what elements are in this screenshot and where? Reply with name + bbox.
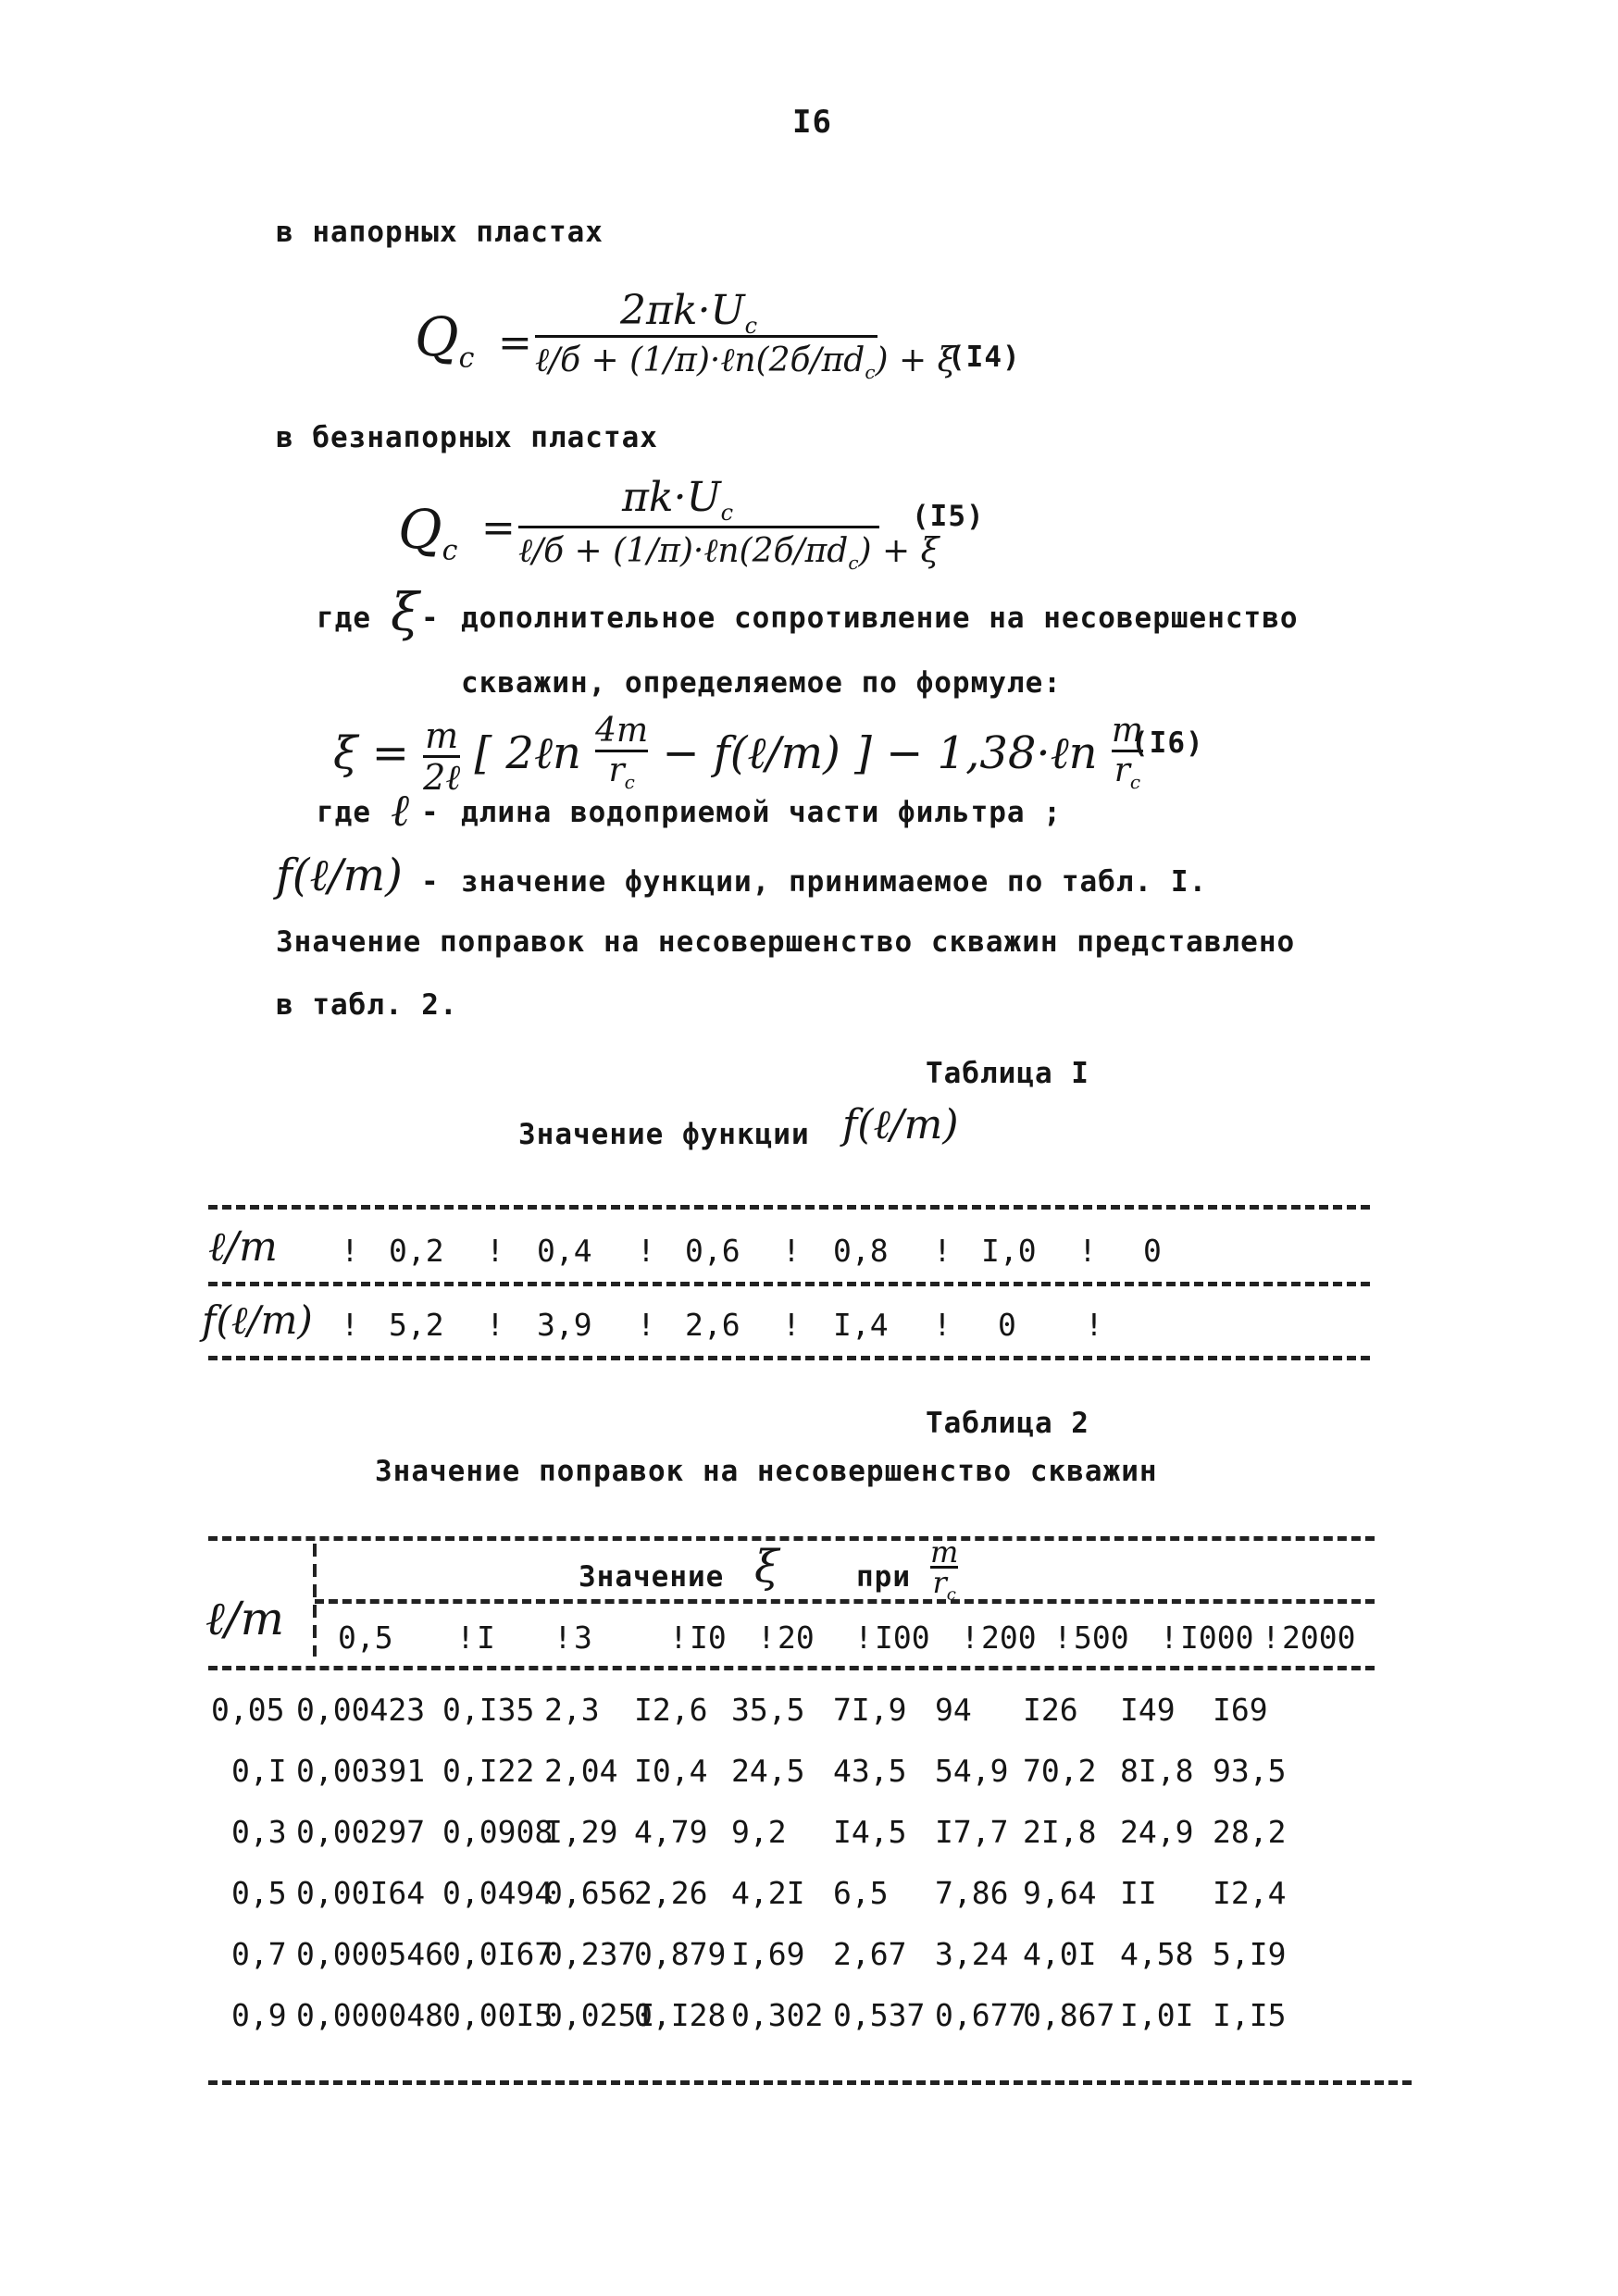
table-2-cell: 0,00423	[296, 1692, 426, 1728]
table-separator: !	[669, 1620, 688, 1656]
table-1-cell: 3,9	[537, 1307, 592, 1343]
formula-15-lhs: $Q_c$	[398, 498, 458, 567]
table-separator: !	[1160, 1620, 1178, 1656]
where-text-1-line2: скважин, определяемое по формуле:	[461, 666, 1062, 700]
table-1-cell: I,0	[981, 1233, 1037, 1269]
table-2-column-header: 20	[778, 1620, 815, 1656]
table-2-cell: I49	[1120, 1692, 1176, 1728]
formula-15-equals: =	[481, 504, 516, 552]
table-2-cell: 2,3	[544, 1692, 600, 1728]
table-2-cell: II	[1120, 1875, 1157, 1911]
table-separator: !	[554, 1620, 572, 1656]
table-2-row-label: 0,9	[231, 1997, 287, 2033]
where-label-2: где	[317, 796, 371, 829]
where-text-1: дополнительное сопротивление на несовершенство	[461, 602, 1299, 635]
table-separator: !	[486, 1307, 504, 1343]
table-2-cell: 7I,9	[833, 1692, 907, 1728]
table-1-label: Таблица I	[926, 1057, 1089, 1090]
table-1-cell: 0	[1143, 1233, 1162, 1269]
table-2-cell: 0,00I5	[442, 1997, 554, 2033]
formula-16-number: (I6)	[1131, 726, 1204, 760]
table-2-cell: I,69	[731, 1936, 805, 1972]
formula-15-denominator: ℓ/б + $(1/\pi)\cdot\ell n(2б/\pi d_c) + \xi$	[518, 532, 940, 575]
table-2-column-header: 3	[574, 1620, 592, 1656]
table-2-cell: 5,I9	[1213, 1936, 1287, 1972]
table-2-cell: 0,0494	[442, 1875, 554, 1911]
table-2-cell: 24,5	[731, 1753, 805, 1789]
table-2-cell: 0,656	[544, 1875, 637, 1911]
table-separator: !	[456, 1620, 475, 1656]
text-corrections-line1: Значение поправок на несовершенство скважин представлено	[276, 925, 1296, 959]
table-2-column-header: I	[477, 1620, 495, 1656]
table-2-cell: 0,000048	[296, 1997, 443, 2033]
table-2-column-header: I0	[690, 1620, 727, 1656]
table-2-cell: 0,00391	[296, 1753, 426, 1789]
table-2-cell: 9,64	[1023, 1875, 1097, 1911]
table-2-cell: 0,I22	[442, 1753, 535, 1789]
text-free-strata: в безнапорных пластах	[276, 421, 658, 454]
table-2-cell: I0,4	[634, 1753, 708, 1789]
table-2-cell: 6,5	[833, 1875, 889, 1911]
table-1-cell: 0,2	[389, 1233, 444, 1269]
table-2-cell: 3,24	[935, 1936, 1009, 1972]
table-2-cell: I,I5	[1213, 1997, 1287, 2033]
table-separator: !	[1262, 1620, 1280, 1656]
table-2-column-header: 2000	[1282, 1620, 1356, 1656]
formula-14-equals: =	[498, 319, 532, 366]
table-1-row1-head: ℓ/m	[208, 1223, 278, 1271]
table-2-row-head: ℓ/m	[205, 1592, 285, 1645]
l-symbol: ℓ	[391, 785, 409, 837]
table-2-column-header: I00	[875, 1620, 930, 1656]
text-corrections-line2: в табл. 2.	[276, 988, 458, 1022]
table-2-group-head: Значение	[579, 1560, 725, 1594]
table-2-row-label: 0,05	[211, 1692, 285, 1728]
table-1-cell: 0,6	[685, 1233, 741, 1269]
table-2-cell: 4,0I	[1023, 1936, 1097, 1972]
table-1-title-function: f(ℓ/m)	[842, 1101, 959, 1148]
table-2-cell: I2,4	[1213, 1875, 1287, 1911]
table-2-group-head-ratio: m $r_c$	[930, 1534, 959, 1605]
table-1-title: Значение функции	[518, 1118, 810, 1151]
table-2-cell: I26	[1023, 1692, 1078, 1728]
table-separator: !	[486, 1233, 504, 1269]
table-separator: !	[637, 1307, 655, 1343]
table-2-cell: 0,00297	[296, 1814, 426, 1850]
formula-15-numerator: $\pi k\cdot U_c$	[622, 474, 734, 526]
table-2-cell: 0,879	[634, 1936, 727, 1972]
where-text-2: длина водоприемой части фильтра ;	[461, 796, 1062, 829]
table-separator: !	[933, 1233, 952, 1269]
where-text-3: значение функции, принимаемое по табл. I.	[461, 865, 1208, 899]
table-separator: !	[1078, 1233, 1097, 1269]
formula-16-body: ξ = m 2ℓ [ 2ℓn $\frac{4m}{r_c}$ − f(ℓ/m) ] − 1,38·ℓn $\frac{m}{r_c}$	[333, 712, 1143, 799]
table-separator: !	[1053, 1620, 1072, 1656]
formula-14-denominator: ℓ/б + $(1/\pi)\cdot\ell n(2б/\pi d_c) + \xi$	[535, 341, 956, 384]
table-1-cell: I,4	[833, 1307, 889, 1343]
table-1-cell: 2,6	[685, 1307, 741, 1343]
table-separator: !	[961, 1620, 979, 1656]
table-1-cell: 5,2	[389, 1307, 444, 1343]
table-2-cell: 28,2	[1213, 1814, 1287, 1850]
table-2-cell: 70,2	[1023, 1753, 1097, 1789]
formula-14-numerator: $2\pi k\cdot U_c$	[620, 287, 758, 339]
where-dash-1: -	[421, 602, 440, 635]
table-2-cell: 0,677	[935, 1997, 1027, 2033]
table-2-cell: 0,0I67	[442, 1936, 554, 1972]
table-2-cell: 24,9	[1120, 1814, 1194, 1850]
table-2-cell: I4,5	[833, 1814, 907, 1850]
table-2-row-label: 0,7	[231, 1936, 287, 1972]
table-separator: !	[933, 1307, 952, 1343]
table-2-cell: 0,867	[1023, 1997, 1115, 2033]
table-2-cell: 8I,8	[1120, 1753, 1194, 1789]
table-separator: !	[782, 1307, 801, 1343]
table-2-cell: 43,5	[833, 1753, 907, 1789]
table-2-cell: 94	[935, 1692, 972, 1728]
table-2-cell: 4,2I	[731, 1875, 805, 1911]
table-2-cell: 35,5	[731, 1692, 805, 1728]
table-1-cell: 0,4	[537, 1233, 592, 1269]
table-2-cell: I69	[1213, 1692, 1268, 1728]
table-2-column-header: 200	[981, 1620, 1037, 1656]
table-2-row-label: 0,3	[231, 1814, 287, 1850]
page-number: I6	[792, 104, 832, 141]
xi-symbol-2: ξ	[754, 1541, 779, 1593]
table-2-cell: 2,67	[833, 1936, 907, 1972]
table-1-row2-head: f(ℓ/m)	[202, 1297, 313, 1343]
table-2-cell: I2,6	[634, 1692, 708, 1728]
table-2-cell: 0,000546	[296, 1936, 443, 1972]
table-2-cell: 4,79	[634, 1814, 708, 1850]
text-pressure-strata: в напорных пластах	[276, 216, 604, 249]
table-separator: !	[341, 1233, 359, 1269]
where-label-1: где	[317, 602, 371, 635]
formula-14-lhs: $Q_c$	[415, 305, 475, 375]
table-2-cell: I,0I	[1120, 1997, 1194, 2033]
where-dash-3: -	[421, 865, 440, 899]
table-2-cell: 0,302	[731, 1997, 824, 2033]
table-2-label: Таблица 2	[926, 1407, 1089, 1440]
table-2-cell: 0,025I	[544, 1997, 655, 2033]
table-2-column-header: 500	[1074, 1620, 1129, 1656]
table-1-cell: 0	[998, 1307, 1016, 1343]
table-2-cell: I,29	[544, 1814, 618, 1850]
table-separator: !	[1085, 1307, 1103, 1343]
function-symbol: f(ℓ/m)	[276, 850, 403, 901]
table-2-cell: 2I,8	[1023, 1814, 1097, 1850]
table-2-row-label: 0,5	[231, 1875, 287, 1911]
table-2-cell: 4,58	[1120, 1936, 1194, 1972]
table-2-cell: 0,00I64	[296, 1875, 426, 1911]
table-separator: !	[341, 1307, 359, 1343]
table-2-column-header: 0,5	[338, 1620, 393, 1656]
table-separator: !	[757, 1620, 776, 1656]
table-2-cell: 2,26	[634, 1875, 708, 1911]
table-1-cell: 0,8	[833, 1233, 889, 1269]
table-2-column-header: I000	[1180, 1620, 1254, 1656]
table-2-cell: 0,0908	[442, 1814, 554, 1850]
table-2-group-head-pri: при	[856, 1560, 911, 1594]
table-2-cell: 0,237	[544, 1936, 637, 1972]
table-separator: !	[782, 1233, 801, 1269]
formula-15-number: (I5)	[912, 500, 985, 533]
table-2-cell: 93,5	[1213, 1753, 1287, 1789]
table-separator: !	[637, 1233, 655, 1269]
xi-symbol-1: ξ	[391, 583, 419, 643]
where-dash-2: -	[421, 796, 440, 829]
table-2-cell: 0,I35	[442, 1692, 535, 1728]
table-separator: !	[854, 1620, 873, 1656]
formula-14-number: (I4)	[948, 341, 1021, 374]
table-2-cell: I7,7	[935, 1814, 1009, 1850]
table-2-cell: 2,04	[544, 1753, 618, 1789]
table-2-title: Значение поправок на несовершенство скважин	[375, 1455, 1158, 1488]
table-2-cell: 9,2	[731, 1814, 787, 1850]
table-2-row-label: 0,I	[231, 1753, 287, 1789]
table-2-cell: 54,9	[935, 1753, 1009, 1789]
table-2-cell: 0,I28	[634, 1997, 727, 2033]
table-2-cell: 7,86	[935, 1875, 1009, 1911]
table-2-cell: 0,537	[833, 1997, 926, 2033]
